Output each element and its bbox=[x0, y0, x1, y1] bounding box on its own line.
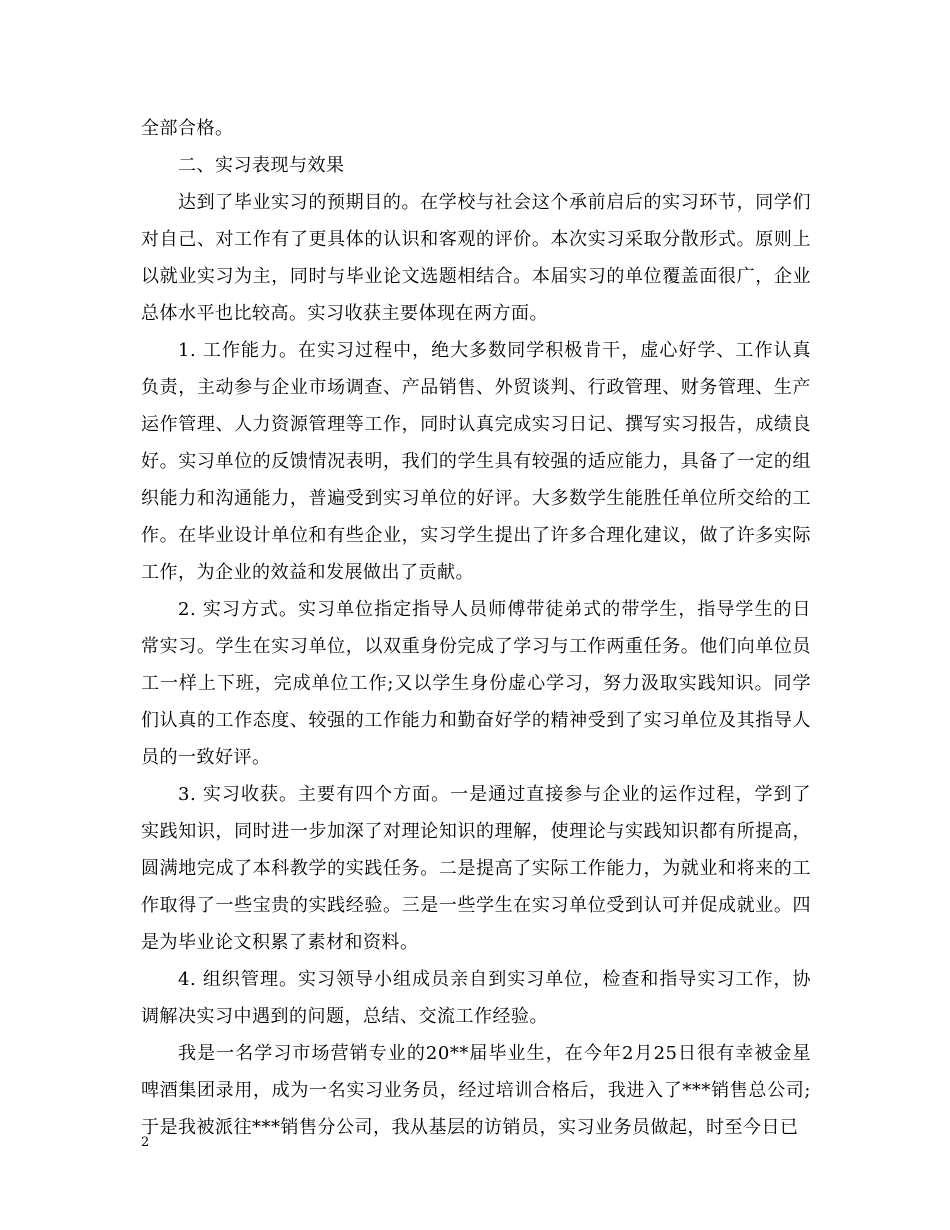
page-number: 2 bbox=[141, 1135, 150, 1150]
paragraph-internship-gains: 3. 实习收获。主要有四个方面。一是通过直接参与企业的运作过程，学到了实践知识，同时进一步加深了对理论知识的理解，使理论与实践知识都有所提高，圆满地完成了本科教学的实践任务。二是提高了实际工作能力，为就业和将来的工作取得了一些宝贵的实践经验。三是一些学生在实习单位受到认可并促成就业。四是为毕业论文积累了素材和资料。 bbox=[141, 784, 811, 953]
paragraph-internship-method: 2. 实习方式。实习单位指定指导人员师傅带徒弟式的带学生，指导学生的日常实习。学生在实习单位，以双重身份完成了学习与工作两重任务。他们向单位员工一样上下班，完成单位工作;又以学生身份虚心学习，努力汲取实践知识。同学们认真的工作态度、较强的工作能力和勤奋好学的精神受到了实习单位及其指导人员的一致好评。 bbox=[141, 599, 811, 768]
paragraph-3: 达到了毕业实习的预期目的。在学校与社会这个承前启后的实习环节，同学们对自己、对工作有了更具体的认识和客观的评价。本次实习采取分散形式。原则上以就业实习为主，同时与毕业论文选题相结合。本届实习的单位覆盖面很广，企业总体水平也比较高。实习收获主要体现在两方面。 bbox=[141, 192, 811, 324]
paragraph-work-ability: 1. 工作能力。在实习过程中，绝大多数同学积极肯干，虚心好学、工作认真负责，主动参与企业市场调查、产品销售、外贸谈判、行政管理、财务管理、生产运作管理、人力资源管理等工作，同时认真完成实习日记、撰写实习报告，成绩良好。实习单位的反馈情况表明，我们的学生具有较强的适应能力，具备了一定的组织能力和沟通能力，普遍受到实习单位的好评。大多数学生能胜任单位所交给的工作。在毕业设计单位和有些企业，实习学生提出了许多合理化建议，做了许多实际工作，为企业的效益和发展做出了贡献。 bbox=[141, 340, 811, 583]
paragraph-personal-intro: 我是一名学习市场营销专业的20**届毕业生，在今年2月25日很有幸被金星啤酒集团录用，成为一名实习业务员，经过培训合格后，我进入了***销售总公司;于是我被派往***销售分公司，我从基层的访销员，实习业务员做起，时至今日已 bbox=[141, 1043, 811, 1138]
paragraph-organization-management: 4. 组织管理。实习领导小组成员亲自到实习单位，检查和指导实习工作，协调解决实习中遇到的问题，总结、交流工作经验。 bbox=[141, 969, 811, 1027]
document-body bbox=[141, 110, 811, 1146]
section-heading: 二、实习表现与效果 bbox=[178, 155, 345, 176]
paragraph-1: 全部合格。 bbox=[141, 118, 234, 139]
